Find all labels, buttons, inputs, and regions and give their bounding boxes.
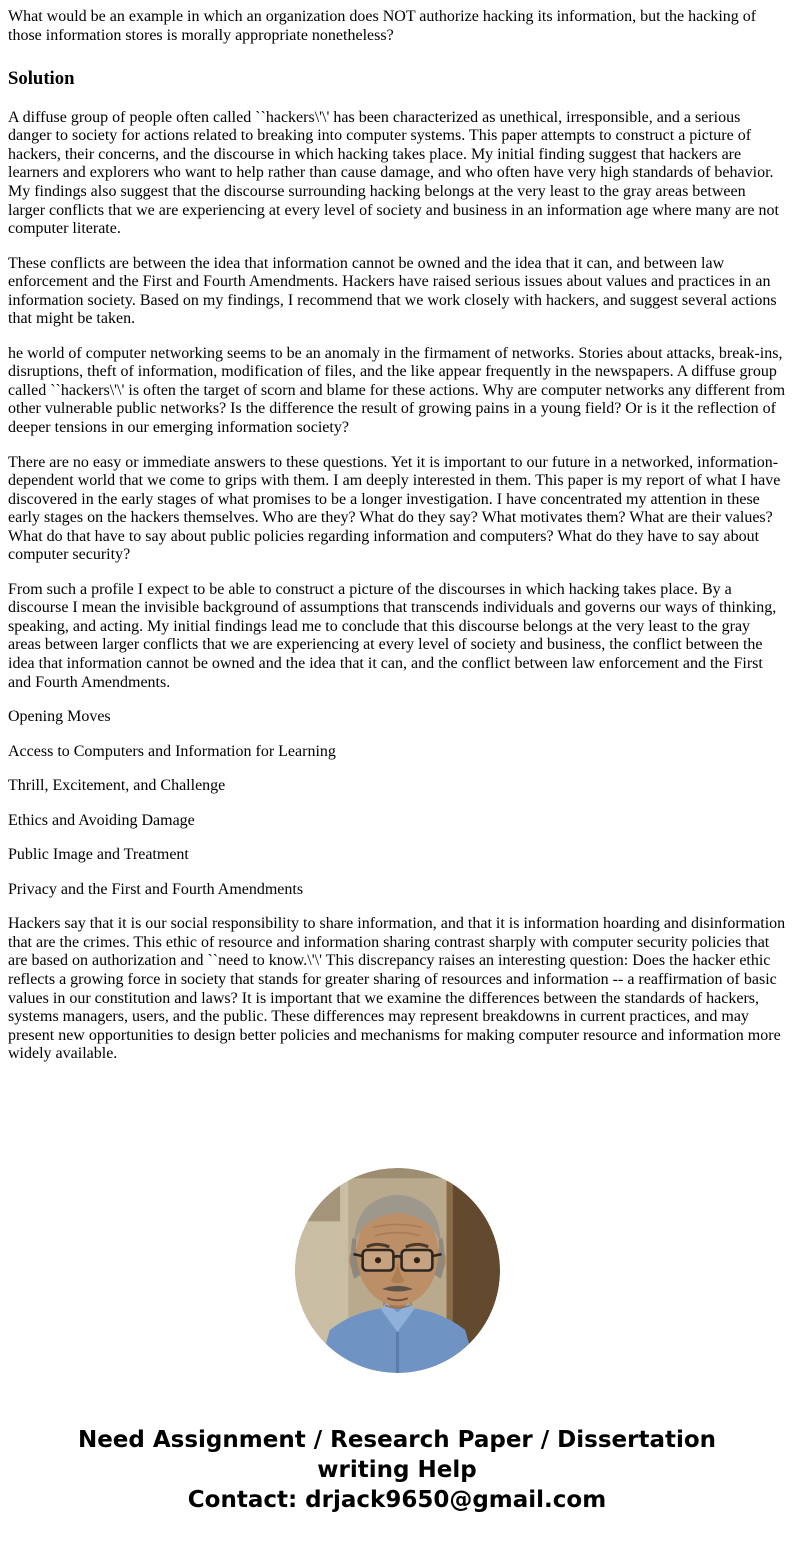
section-line: Ethics and Avoiding Damage (8, 811, 195, 829)
closing-paragraph: Hackers say that it is our social responsibility to share information, and that it is information hoarding and disinformation that are the crimes. This ethic of resource and information sharing contrast sharply with computer security policies that are based on authorization and ``need to know.\'\' This discrepancy raises an interesting question: Does the hacker ethic reflects a growing force in society that stands for greater sharing of resources and information -- a reaffirmation of basic values in our constitution and laws? It is important that we examine the differences between the standards of hackers, systems managers, users, and the public. These differences may represent breakdowns in current practices, and may present new opportunities to design better policies and mechanisms for making computer resource and information more widely available. (8, 915, 786, 1063)
solution-paragraph: he world of computer networking seems to be an anomaly in the firmament of networks. Stories about attacks, break-ins, disruptions, theft of information, modification of files, and the like appear frequently in the newspapers. A diffuse group called ``hackers\'\' is often the target of scorn and blame for these actions. Why are computer networks any different from other vulnerable public networks? Is the difference the result of growing pains in a young field? Or is it the reflection of deeper tensions in our emerging information society? (8, 344, 786, 436)
solution-paragraph: These conflicts are between the idea that information cannot be owned and the idea that it can, and between law enforcement and the First and Fourth Amendments. Hackers have raised serious issues about values and practices in an information society. Based on my findings, I recommend that we work closely with hackers, and suggest several actions that might be taken. (8, 254, 777, 328)
avatar-container (8, 1168, 786, 1373)
solution-paragraph: There are no easy or immediate answers to these questions. Yet it is important to our future in a networked, information-dependent world that we come to grips with them. I am deeply interested in them. This paper is my report of what I have discovered in the early stages of what promises to be a longer investigation. I have concentrated my attention in these early stages on the hackers themselves. Who are they? What do they say? What motivates them? What are their values? What do that have to say about public policies regarding information and computers? What do they have to say about computer security? (8, 453, 781, 564)
section-line: Public Image and Treatment (8, 846, 189, 864)
section-line: Opening Moves (8, 708, 111, 726)
solution-heading: Solution (8, 68, 75, 90)
footer-line-1: Need Assignment / Research Paper / Dissertation (77, 1426, 717, 1453)
section-line: Thrill, Excitement, and Challenge (8, 777, 226, 795)
section-line: Access to Computers and Information for Learning (8, 742, 336, 760)
section-line: Privacy and the First and Fourth Amendments (8, 880, 304, 898)
question-text: What would be an example in which an organization does NOT authorize hacking its information, but the hacking of those information stores is morally appropriate nonetheless? (8, 8, 757, 44)
footer (8, 1425, 786, 1515)
solution-paragraph: From such a profile I expect to be able to construct a picture of the discourses in which hacking takes place. By a discourse I mean the invisible background of assumptions that transcends individuals and governs our ways of thinking, speaking, and acting. My initial findings lead me to conclude that this discourse belongs at the very least to the gray areas between larger conflicts that we are experiencing at every level of society and business, the conflict between the idea that information cannot be owned and the idea that it can, and the conflict between law enforcement and the First and Fourth Amendments. (8, 580, 777, 691)
avatar-image (295, 1168, 500, 1373)
solution-paragraph: A diffuse group of people often called ``hackers\'\' has been characterized as unethical, irresponsible, and a serious danger to society for actions related to breaking into computer systems. This paper attempts to construct a picture of hackers, their concerns, and the discourse in which hacking takes place. My initial finding suggest that hackers are learners and explorers who want to help rather than cause damage, and who often have very high standards of behavior. My findings also suggest that the discourse surrounding hacking belongs at the very least to the gray areas between larger conflicts that we are experiencing at every level of society and business in an information age where many are not computer literate. (8, 108, 779, 238)
footer-contact-email: Contact: drjack9650@gmail.com (187, 1486, 607, 1513)
footer-line-2: writing Help (317, 1456, 477, 1483)
